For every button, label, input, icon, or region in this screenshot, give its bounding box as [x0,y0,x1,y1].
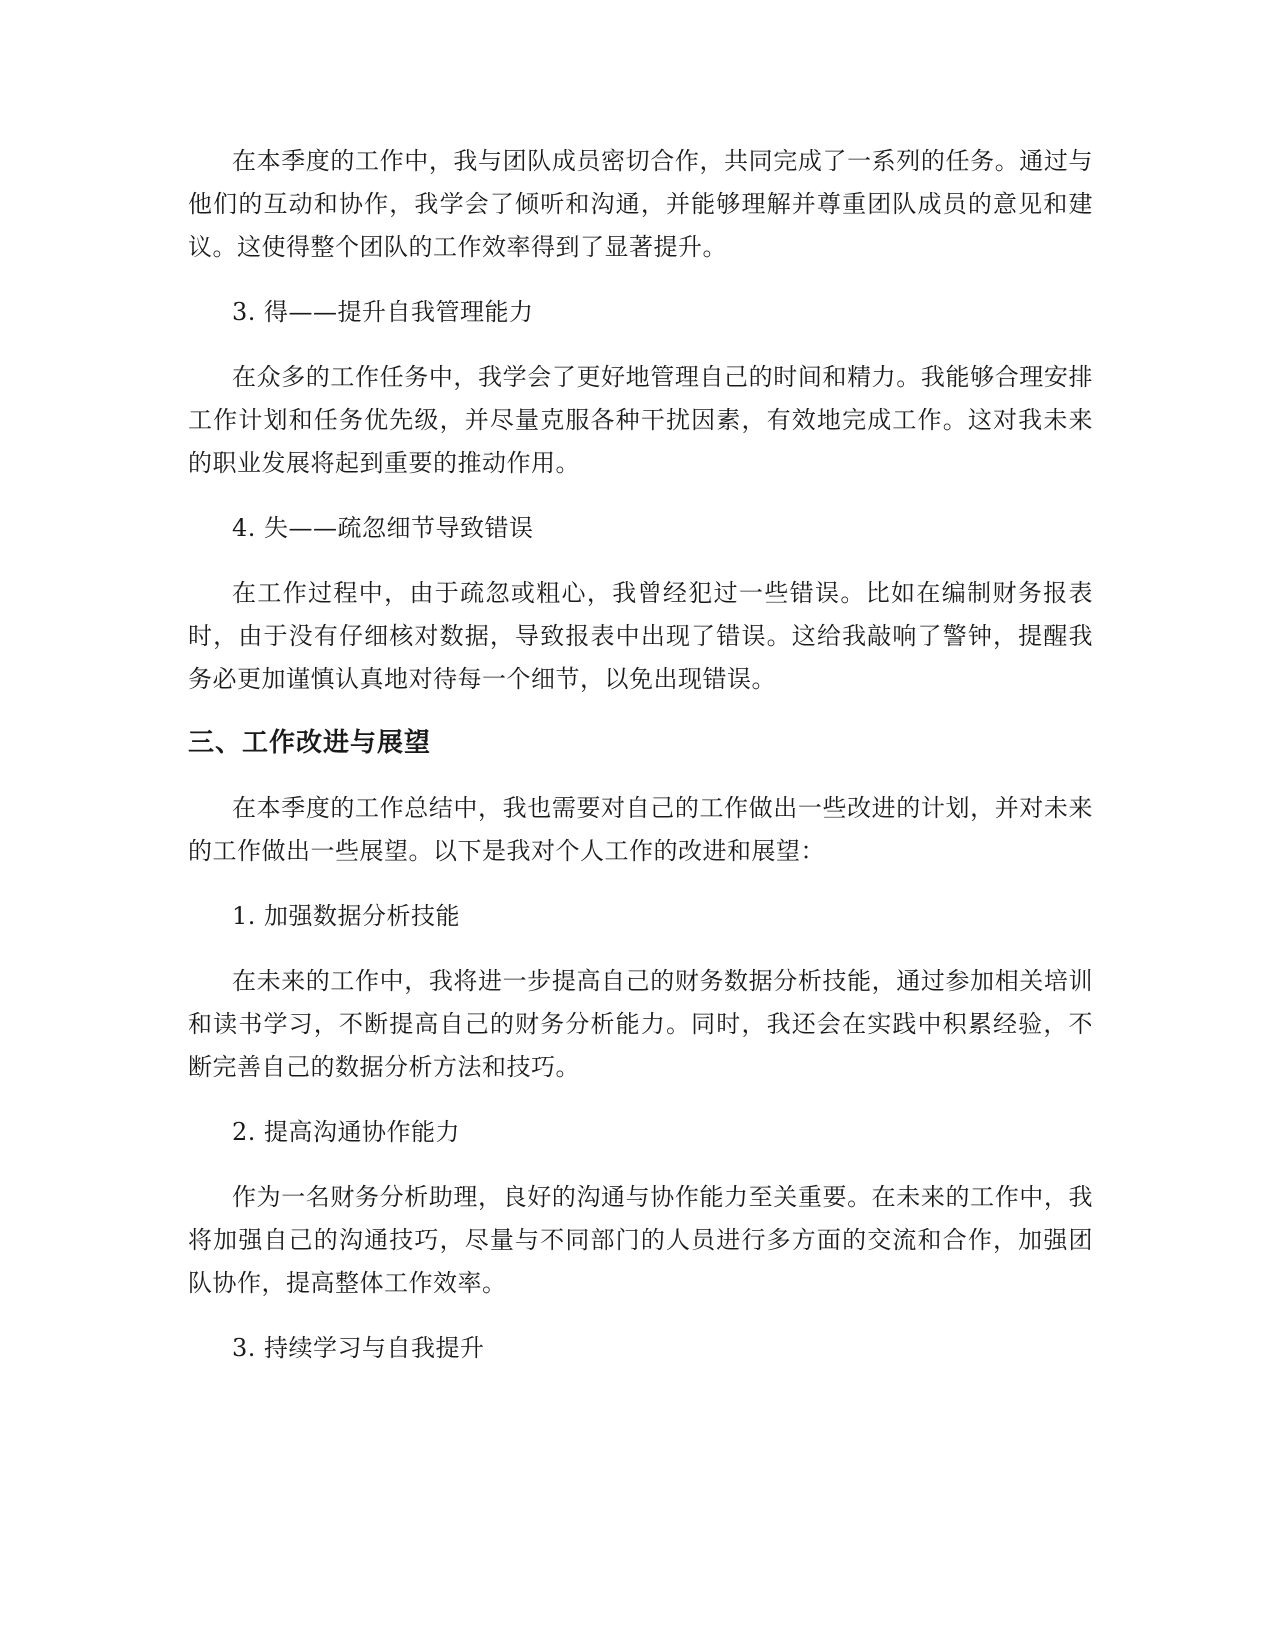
paragraph-communication: 作为一名财务分析助理，良好的沟通与协作能力至关重要。在未来的工作中，我将加强自己的沟通技巧，尽量与不同部门的人员进行多方面的交流和合作，加强团队协作，提高整体工作效率。 [188,1183,1093,1297]
item-communication: 2. 提高沟通协作能力 [232,1118,461,1146]
document-body [188,140,1093,1392]
paragraph-self-management: 在众多的工作任务中，我学会了更好地管理自己的时间和精力。我能够合理安排工作计划和任务优先级，并尽量克服各种干扰因素，有效地完成工作。这对我未来的职业发展将起到重要的推动作用。 [188,363,1093,477]
item-self-management: 3. 得——提升自我管理能力 [232,298,534,326]
section-heading-improvement: 三、工作改进与展望 [188,728,432,758]
paragraph-improvement-intro: 在本季度的工作总结中，我也需要对自己的工作做出一些改进的计划，并对未来的工作做出一些展望。以下是我对个人工作的改进和展望： [188,794,1093,865]
item-detail-errors: 4. 失——疏忽细节导致错误 [232,514,534,542]
item-continuous-learning: 3. 持续学习与自我提升 [232,1334,485,1362]
paragraph-data-analysis: 在未来的工作中，我将进一步提高自己的财务数据分析技能，通过参加相关培训和读书学习，不断提高自己的财务分析能力。同时，我还会在实践中积累经验，不断完善自己的数据分析方法和技巧。 [188,967,1093,1081]
item-data-analysis: 1. 加强数据分析技能 [232,902,461,930]
paragraph-detail-errors: 在工作过程中，由于疏忽或粗心，我曾经犯过一些错误。比如在编制财务报表时，由于没有仔细核对数据，导致报表中出现了错误。这给我敲响了警钟，提醒我务必更加谨慎认真地对待每一个细节，以免出现错误。 [188,579,1093,693]
paragraph-teamwork: 在本季度的工作中，我与团队成员密切合作，共同完成了一系列的任务。通过与他们的互动和协作，我学会了倾听和沟通，并能够理解并尊重团队成员的意见和建议。这使得整个团队的工作效率得到了显著提升。 [188,147,1093,261]
